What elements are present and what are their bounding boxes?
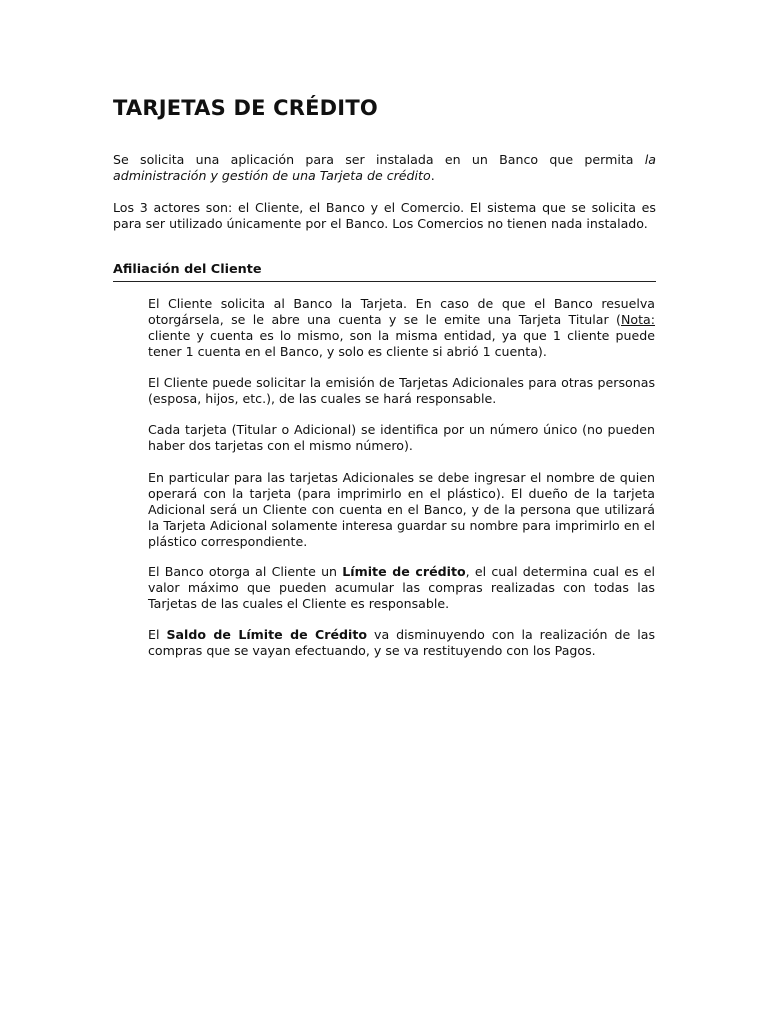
p6-text: El — [148, 627, 167, 642]
p6-text-end: va disminuyendo con la realización de las compras que se vayan efectuando, y se va restituyendo con los Pagos. — [148, 627, 656, 658]
credit-balance-term: Saldo de Límite de Crédito — [166, 627, 368, 642]
section-paragraph-6 — [148, 627, 655, 659]
intro-paragraph-2: Los 3 actores son: el Cliente, el Banco y el Comercio. El sistema que se solicita es para ser utilizado únicamente por el Banco. Los Comercios no tienen nada instalado. — [113, 200, 656, 231]
section-paragraph-5 — [148, 564, 655, 612]
intro-paragraph-1 — [113, 152, 656, 184]
p1-text: El Cliente solicita al Banco la Tarjeta. En caso de que el Banco resuelva otorgársela, se le abre una cuenta y se le emite una Tarjeta Titular ( — [148, 296, 655, 327]
section-paragraph-4: En particular para las tarjetas Adicionales se debe ingresar el nombre de quien operará con la tarjeta (para imprimirlo en el plástico). El dueño de la tarjeta Adicional será un Cliente con cuenta en el Banco, y de la persona que utilizará la Tarjeta Adicional solamente interesa guardar su nombre para imprimirlo en el plástico correspondiente. — [148, 470, 655, 549]
intro-p1-end: . — [430, 168, 435, 183]
p5-text: El Banco otorga al Cliente un — [148, 564, 343, 579]
section-paragraph-1 — [148, 296, 655, 360]
section-heading: Afiliación del Cliente — [113, 262, 656, 282]
note-label: Nota: — [620, 312, 655, 327]
document-title: TARJETAS DE CRÉDITO — [113, 96, 378, 120]
credit-limit-term: Límite de crédito — [342, 564, 466, 579]
p1-text-end: cliente y cuenta es lo mismo, son la misma entidad, ya que 1 cliente puede tener 1 cuenta en el Banco, y solo es cliente si abrió 1 cuenta). — [148, 328, 655, 359]
section-paragraph-3: Cada tarjeta (Titular o Adicional) se identifica por un número único (no pueden haber dos tarjetas con el mismo número). — [148, 422, 655, 453]
intro-p1-text: Se solicita una aplicación para ser instalada en un Banco que permita — [113, 152, 645, 167]
p5-text-end: , el cual determina cual es el valor máximo que pueden acumular las compras realizadas con todas las Tarjetas de las cuales el Cliente es responsable. — [148, 564, 656, 611]
section-paragraph-2: El Cliente puede solicitar la emisión de Tarjetas Adicionales para otras personas (esposa, hijos, etc.), de las cuales se hará responsable. — [148, 375, 655, 406]
intro-p1-italic: la administración y gestión de una Tarjeta de crédito — [113, 152, 656, 183]
